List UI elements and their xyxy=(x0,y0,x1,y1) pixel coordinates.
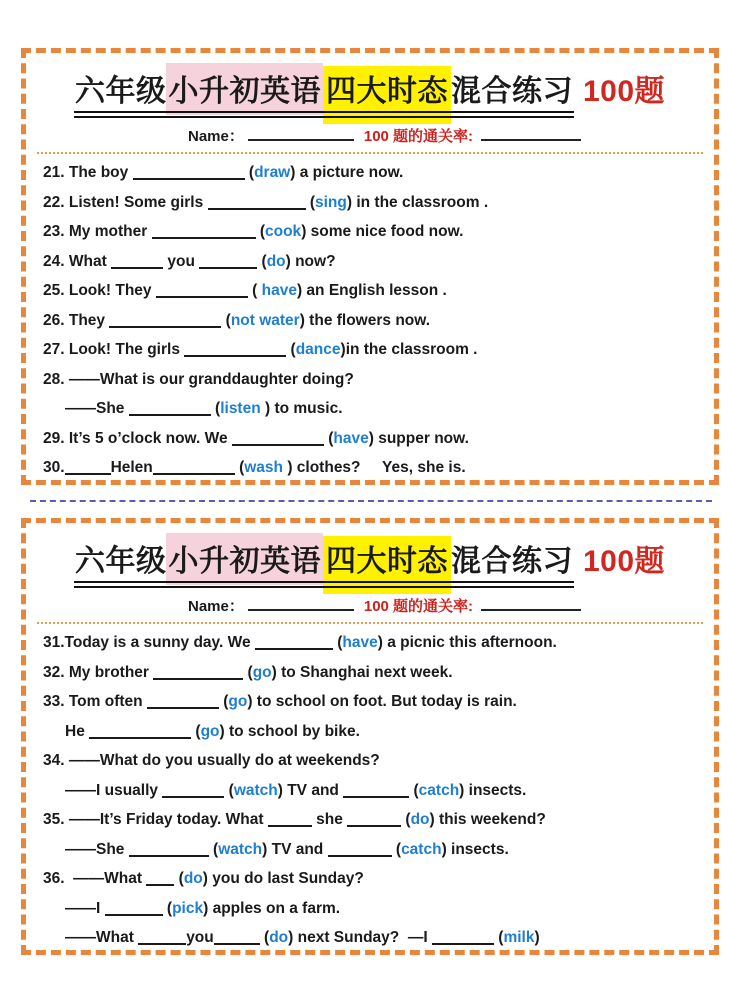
pass-rate-blank xyxy=(481,597,581,611)
question-line xyxy=(43,923,714,953)
verb-hint: sing xyxy=(315,193,347,211)
question-line xyxy=(43,394,714,424)
pass-rate-label: 100 题的通关率: xyxy=(363,598,474,615)
answer-blank xyxy=(153,463,235,475)
question-text: 30. xyxy=(43,459,65,476)
question-line xyxy=(43,217,714,247)
question-text: ) to Shanghai next week. xyxy=(271,663,453,681)
name-row xyxy=(26,595,714,616)
question-text: ) TV and xyxy=(277,781,344,799)
title-part-grade: 六年级 xyxy=(74,75,167,108)
question-text: 22. Listen! Some girls xyxy=(43,193,208,211)
verb-hint: dance xyxy=(295,341,341,358)
question-text: Helen xyxy=(110,459,153,476)
verb-hint: watch xyxy=(218,840,263,858)
question-text: ) apples on a farm. xyxy=(203,899,341,917)
question-text: 25. Look! They xyxy=(43,282,156,299)
question-text: 28. ——What is our granddaughter doing? xyxy=(43,370,354,388)
question-text: ) clothes? Yes, she is. xyxy=(283,459,466,476)
worksheet-title xyxy=(26,66,714,110)
answer-blank xyxy=(133,168,245,180)
verb-hint: do xyxy=(269,929,289,946)
answer-blank xyxy=(111,257,163,269)
question-text: ( xyxy=(210,400,221,417)
question-text: ( xyxy=(208,840,219,858)
question-text: ) this weekend? xyxy=(429,811,546,828)
answer-blank xyxy=(184,345,286,357)
question-line xyxy=(43,687,714,717)
question-line xyxy=(43,864,714,894)
question-text: ( xyxy=(257,252,267,270)
verb-hint: do xyxy=(266,252,286,270)
question-text: ) next Sunday? —I xyxy=(288,929,432,946)
answer-blank xyxy=(152,227,256,239)
question-text: ( xyxy=(332,634,343,651)
question-text: 33. Tom often xyxy=(43,693,147,710)
verb-hint: have xyxy=(333,429,369,447)
verb-hint: wash xyxy=(244,459,284,476)
title-question-count: 100题 xyxy=(582,75,666,108)
question-text: 32. My brother xyxy=(43,663,154,681)
question-text: ( xyxy=(323,429,334,447)
name-blank xyxy=(248,127,354,141)
question-text: you xyxy=(186,929,214,946)
verb-hint: do xyxy=(410,811,430,828)
name-label: Name： xyxy=(188,128,244,145)
answer-blank xyxy=(147,697,219,709)
answer-blank xyxy=(255,638,333,650)
question-line xyxy=(43,746,714,776)
question-text: ) xyxy=(534,929,540,946)
question-text: ( xyxy=(305,193,315,211)
verb-hint: not water xyxy=(230,311,300,329)
question-line xyxy=(43,776,714,806)
question-text: 27. Look! The girls xyxy=(43,341,185,358)
verb-hint: catch xyxy=(401,840,442,858)
answer-blank xyxy=(146,874,174,886)
worksheet-title xyxy=(26,536,714,580)
question-line xyxy=(43,628,714,658)
answer-blank xyxy=(232,434,324,446)
name-row xyxy=(26,125,714,146)
answer-blank xyxy=(328,845,392,857)
question-text: ( xyxy=(244,164,255,181)
question-text: ——She xyxy=(65,400,129,417)
question-text: 23. My mother xyxy=(43,223,152,240)
question-text: 29. It’s 5 o’clock now. We xyxy=(43,429,232,447)
question-text: ( xyxy=(234,459,245,476)
question-line xyxy=(43,158,714,188)
title-highlight-pink: 小升初英语 xyxy=(166,533,323,585)
answer-blank xyxy=(214,933,260,945)
question-text: 34. ——What do you usually do at weekends? xyxy=(43,752,380,769)
verb-hint: draw xyxy=(254,164,291,181)
question-text: ——I xyxy=(65,899,105,917)
question-text: ) an English lesson . xyxy=(296,282,447,299)
question-text: ) supper now. xyxy=(368,429,469,447)
question-text: you xyxy=(163,252,200,270)
question-line xyxy=(43,835,714,865)
question-text: ( xyxy=(401,811,411,828)
verb-hint: go xyxy=(252,663,272,681)
answer-blank xyxy=(89,727,191,739)
question-line xyxy=(43,276,714,306)
verb-hint: have xyxy=(261,282,297,299)
answer-blank xyxy=(343,786,409,798)
verb-hint: milk xyxy=(503,929,535,946)
answer-blank xyxy=(153,668,243,680)
question-text: )in the classroom . xyxy=(340,341,478,358)
question-text: 35. ——It’s Friday today. What xyxy=(43,811,268,828)
question-text: ( xyxy=(391,840,402,858)
question-text: ( xyxy=(224,781,234,799)
question-text: ( xyxy=(174,870,184,887)
question-line xyxy=(43,805,714,835)
question-text: 24. What xyxy=(43,252,112,270)
question-text: ) in the classroom . xyxy=(346,193,489,211)
verb-hint: go xyxy=(228,693,248,710)
question-line xyxy=(43,365,714,395)
question-text: ( xyxy=(162,899,173,917)
question-text: ( xyxy=(218,693,229,710)
verb-hint: pick xyxy=(172,899,204,917)
title-highlight-yellow: 四大时态 xyxy=(323,536,451,594)
verb-hint: go xyxy=(200,722,220,740)
title-text xyxy=(75,536,573,580)
question-line xyxy=(43,247,714,277)
answer-blank xyxy=(109,316,221,328)
question-line xyxy=(43,335,714,365)
question-text: 21. The boy xyxy=(43,164,133,181)
question-line xyxy=(43,306,714,336)
question-text: ( xyxy=(243,663,253,681)
verb-hint: watch xyxy=(233,781,278,799)
question-line xyxy=(43,188,714,218)
question-line xyxy=(43,658,714,688)
pass-rate-blank xyxy=(481,127,581,141)
question-text: ) a picture now. xyxy=(290,164,404,181)
question-text: ( xyxy=(259,929,270,946)
question-text: ) to school by bike. xyxy=(219,722,360,740)
title-question-count: 100题 xyxy=(582,545,666,578)
question-text: 36. ——What xyxy=(43,870,147,887)
question-text: ——What xyxy=(65,929,139,946)
answer-blank xyxy=(105,904,163,916)
title-highlight-pink: 小升初英语 xyxy=(166,63,323,115)
answer-blank xyxy=(65,463,111,475)
worksheet-card-top xyxy=(21,48,719,485)
question-line xyxy=(43,894,714,924)
question-text: ) now? xyxy=(285,252,336,270)
page-divider xyxy=(30,500,712,502)
question-text: 31.Today is a sunny day. We xyxy=(43,634,255,651)
question-text: ) TV and xyxy=(262,840,328,858)
verb-hint: cook xyxy=(265,223,302,240)
question-text: 26. They xyxy=(43,311,110,329)
answer-blank xyxy=(199,257,257,269)
question-text: ( xyxy=(191,722,201,740)
answer-blank xyxy=(129,404,211,416)
question-text: ) to school on foot. But today is rain. xyxy=(247,693,517,710)
title-text xyxy=(75,66,573,110)
question-text: ( xyxy=(247,282,262,299)
question-text: she xyxy=(311,811,348,828)
question-line xyxy=(43,453,714,483)
answer-blank xyxy=(208,198,306,210)
question-text: ——She xyxy=(65,840,129,858)
question-list xyxy=(26,624,714,953)
answer-blank xyxy=(268,815,312,827)
question-text: ) a picnic this afternoon. xyxy=(377,634,557,651)
answer-blank xyxy=(129,845,209,857)
answer-blank xyxy=(432,933,494,945)
question-text: ( xyxy=(255,223,265,240)
worksheet-card-bottom xyxy=(21,518,719,955)
question-text: ( xyxy=(409,781,419,799)
verb-hint: do xyxy=(183,870,203,887)
question-text: ( xyxy=(286,341,296,358)
question-text: ( xyxy=(221,311,231,329)
question-line xyxy=(43,717,714,747)
answer-blank xyxy=(162,786,224,798)
question-line xyxy=(43,424,714,454)
question-text: ) insects. xyxy=(459,781,527,799)
answer-blank xyxy=(347,815,401,827)
question-text: ) some nice food now. xyxy=(301,223,464,240)
verb-hint: have xyxy=(342,634,378,651)
question-text: ) insects. xyxy=(441,840,509,858)
question-text: ——I usually xyxy=(65,781,163,799)
name-blank xyxy=(248,597,354,611)
title-part-suffix: 混合练习 xyxy=(450,545,573,578)
question-text: ) you do last Sunday? xyxy=(202,870,364,887)
verb-hint: listen xyxy=(220,400,261,417)
answer-blank xyxy=(138,933,186,945)
name-label: Name： xyxy=(188,598,244,615)
question-text: ( xyxy=(493,929,504,946)
pass-rate-label: 100 题的通关率: xyxy=(363,128,474,145)
verb-hint: catch xyxy=(418,781,460,799)
answer-blank xyxy=(156,286,248,298)
question-list xyxy=(26,154,714,483)
title-part-grade: 六年级 xyxy=(74,545,167,578)
title-part-suffix: 混合练习 xyxy=(450,75,573,108)
question-text: He xyxy=(65,722,90,740)
question-text: ) the flowers now. xyxy=(299,311,431,329)
title-highlight-yellow: 四大时态 xyxy=(323,66,451,124)
question-text: ) to music. xyxy=(260,400,343,417)
